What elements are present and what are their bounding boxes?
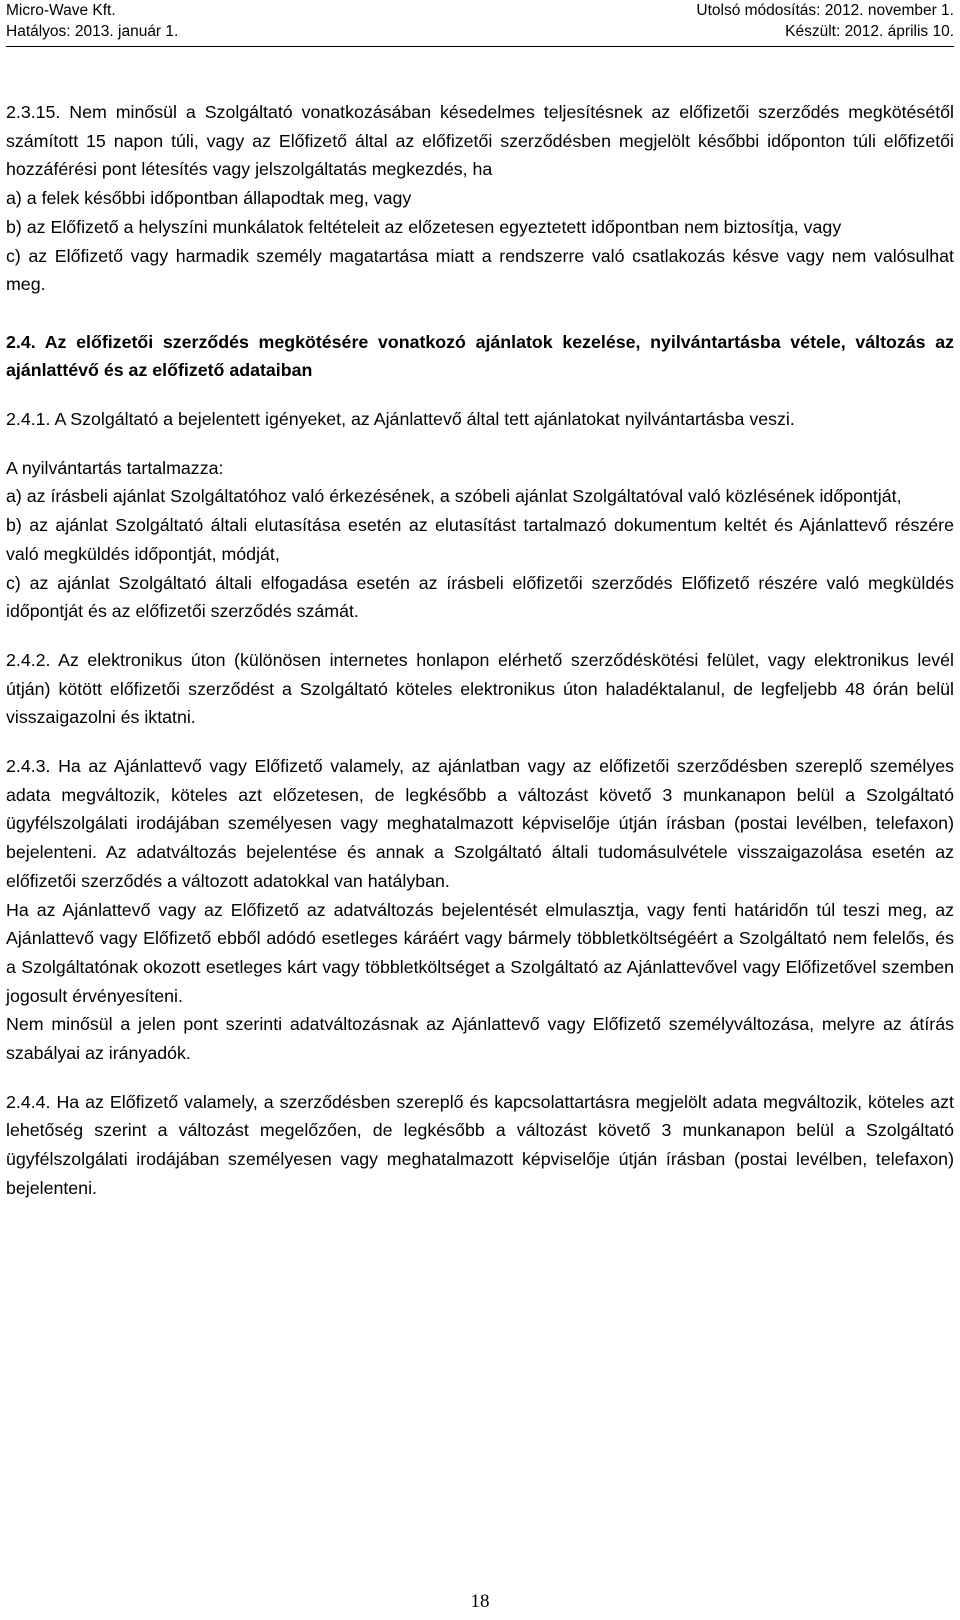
header-row-1 bbox=[6, 0, 954, 21]
spacer bbox=[6, 626, 954, 646]
page-header bbox=[6, 0, 954, 47]
registry-intro: A nyilvántartás tartalmazza: bbox=[6, 457, 224, 478]
registry-item-a: a) az írásbeli ajánlat Szolgáltatóhoz való érkezésének, a szóbeli ajánlat Szolgáltatóval való közlésének időpontját, bbox=[6, 486, 902, 507]
page-number: 18 bbox=[470, 1591, 490, 1612]
spacer bbox=[6, 299, 954, 328]
header-row-2 bbox=[6, 21, 954, 42]
spacer bbox=[6, 434, 954, 454]
spacer bbox=[6, 1068, 954, 1088]
registry-item-c: c) az ajánlat Szolgáltató általi elfogadása esetén az írásbeli előfizetői szerződés Előfizető részére való megküldés időpontját és az előfizetői szerződés számát. bbox=[6, 572, 954, 622]
effective-date: Hatályos: 2013. január 1. bbox=[6, 23, 179, 40]
list-item-b: b) az Előfizető a helyszíni munkálatok feltételeit az előzetesen egyeztetett időpontban nem biztosítja, vagy bbox=[6, 216, 842, 237]
spacer bbox=[6, 385, 954, 405]
created-date: Készült: 2012. április 10. bbox=[785, 23, 954, 40]
spacer bbox=[6, 732, 954, 752]
paragraph-2-4-4: 2.4.4. Ha az Előfizető valamely, a szerződésben szereplő és kapcsolattartásra megjelölt adata megváltozik, köteles azt lehetőség szerint a változást megelőzően, de legkésőbb a változást követő 3 munkanapon belül a Szolgáltató ügyfélszolgálati irodájában személyesen vagy meghatalmazott képviselője útján írásban (postai levélben, telefaxon) bejelenteni. bbox=[6, 1091, 954, 1198]
list-item-c: c) az Előfizető vagy harmadik személy magatartása miatt a rendszerre való csatlakozás késve vagy nem valósulhat meg. bbox=[6, 245, 954, 295]
document-body bbox=[6, 98, 954, 1203]
company-name: Micro-Wave Kft. bbox=[6, 2, 116, 19]
registry-item-b: b) az ajánlat Szolgáltató általi elutasítása esetén az elutasítást tartalmazó dokumentum keltét és Ajánlattevő részére való megküldés időpontját, módját, bbox=[6, 515, 954, 564]
section-heading-2-4: 2.4. Az előfizetői szerződés megkötésére vonatkozó ajánlatok kezelése, nyilvántartásba vétele, változás az ajánlattévő és az előfizető adataiban bbox=[6, 331, 954, 381]
paragraph-2-4-3-third: Nem minősül a jelen pont szerinti adatváltozásnak az Ajánlattevő vagy Előfizető személyváltozása, melyre az átírás szabályai az irányadók. bbox=[6, 1014, 954, 1064]
paragraph-2-4-2: 2.4.2. Az elektronikus úton (különösen internetes honlapon elérhető szerződéskötési felület, vagy elektronikus levél útján) kötött előfizetői szerződést a Szolgáltató köteles elektronikus úton haladéktalanul, de legfeljebb 48 órán belül visszaigazolni és iktatni. bbox=[6, 649, 954, 728]
paragraph-2-4-3-second: Ha az Ajánlattevő vagy az Előfizető az adatváltozás bejelentését elmulasztja, vagy fenti határidőn túl teszi meg, az Ajánlattevő vagy Előfizető ebből adódó esetleges káráért vagy bármely többletköltségéért a Szolgáltató nem felelős, és a Szolgáltatónak okozott esetleges kárt vagy többletköltséget a Szolgáltató az Ajánlattevővel vagy Előfizetővel szemben jogosult érvényesíteni. bbox=[6, 899, 954, 1006]
last-modified-date: Utolsó módosítás: 2012. november 1. bbox=[696, 2, 954, 19]
paragraph-2-4-3: 2.4.3. Ha az Ajánlattevő vagy Előfizető valamely, az ajánlatban vagy az előfizetői szerződésben szereplő személyes adata megváltozik, köteles azt előzetesen, de legkésőbb a változást követő 3 munkanapon belül a Szolgáltató ügyfélszolgálati irodájában személyesen vagy meghatalmazott képviselője útján írásban (postai levélben, telefaxon) bejelenteni. Az adatváltozás bejelentése és annak a Szolgáltató általi tudomásulvétele visszaigazolása esetén az előfizetői szerződés a változott adatokkal van hatályban. bbox=[6, 756, 954, 891]
list-item-a: a) a felek későbbi időpontban állapodtak meg, vagy bbox=[6, 188, 412, 209]
paragraph-2-3-15: 2.3.15. Nem minősül a Szolgáltató vonatkozásában késedelmes teljesítésnek az előfizetői szerződés megkötésétől számított 15 napon túli, vagy az Előfizető által az előfizetői szerződésben megjelölt későbbi időponton túli előfizetői hozzáférési pont létesítés vagy jelszolgáltatás megkezdés, ha bbox=[6, 102, 954, 180]
paragraph-2-4-1: 2.4.1. A Szolgáltató a bejelentett igényeket, az Ajánlattevő által tett ajánlatokat nyilvántartásba veszi. bbox=[6, 409, 795, 430]
page-footer bbox=[0, 1591, 960, 1613]
